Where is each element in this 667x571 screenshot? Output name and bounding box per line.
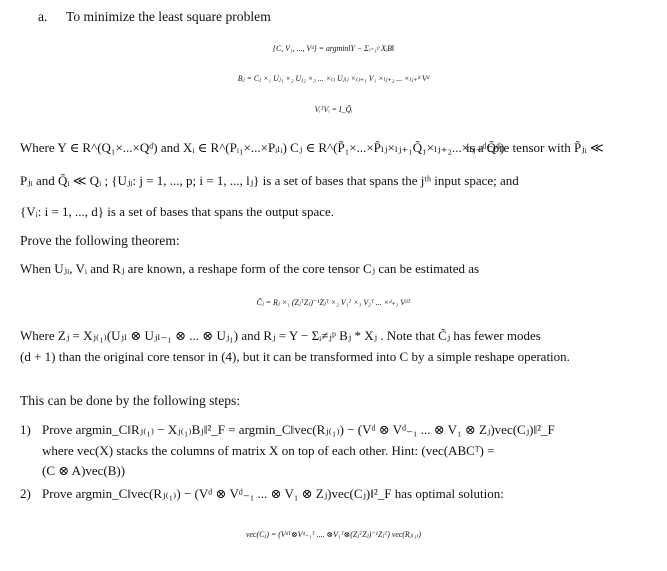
steps-intro: This can be done by the following steps: bbox=[20, 393, 241, 408]
step-1-text: Prove argmin_C‖Rⱼ₍₁₎ − Xⱼ₍₁₎Bⱼ‖²_F = argmin_C‖vec(Rⱼ₍₁₎) − (Vᵈ ⊗ Vᵈ₋₁ ... ⊗ V₁ ⊗ Zⱼ)vec(Cⱼ)‖²_F bbox=[42, 422, 555, 437]
step-1-hint: where vec(X) stacks the columns of matrix X on top of each other. Hint: (vec(ABCᵀ) = bbox=[42, 443, 495, 458]
equation-core-tensor: C̃ⱼ = Rⱼ ×₁ (ZⱼᵀZⱼ)⁻¹Zⱼᵀ ×₂ V₁ᵀ ×₃ V₂ᵀ ... ×ᵈ₊₁ Vᵈᵀ bbox=[256, 298, 411, 307]
where-line-5: (d + 1) than the original core tensor in (4), but it can be transformed into C by a simple reshape operation. bbox=[20, 349, 570, 364]
item-label: a. bbox=[38, 9, 48, 24]
where-line-4: Where Zⱼ = Xⱼ₍₁₎(Uⱼₗ ⊗ Uⱼₗ₋₁ ⊗ ... ⊗ Uⱼ₁) and Rⱼ = Y − Σᵢ≠ⱼᵖ Bⱼ * Xⱼ . Note that C̃ⱼ has fewer modes bbox=[20, 328, 541, 343]
step-2-text: Prove argmin_C‖vec(Rⱼ₍₁₎) − (Vᵈ ⊗ Vᵈ₋₁ ... ⊗ V₁ ⊗ Zⱼ)vec(Cⱼ)‖²_F has optimal solution: bbox=[42, 486, 504, 501]
equation-argmin: {C, V₁, ..., Vᵈ} = argmin‖Y − Σᵢ₌₁ᵖ XᵢB‖ bbox=[272, 44, 395, 53]
step-2-number: 2) bbox=[20, 486, 31, 501]
intro-text: To minimize the least square problem bbox=[66, 9, 271, 24]
where-line-2: Pⱼᵢ and Q̃ᵢ ≪ Qᵢ ; {Uⱼᵢ: j = 1, ..., p; i = 1, ..., lⱼ} is a set of bases that spans the jᵗʰ input space; and bbox=[20, 173, 519, 188]
equation-orthonormal: VᵢᵀVᵢ = I_Q̃ᵢ bbox=[314, 105, 353, 114]
prove-heading: Prove the following theorem: bbox=[20, 233, 180, 248]
equation-bj: Bⱼ = Cⱼ ×₁ Uⱼ₁ ×₂ Uⱼ₂ ×₃ ... ×ₗⱼ Uⱼₗⱼ ×ₗⱼ₊₁ V₁ ×ₗⱼ₊₂ ... ×ₗⱼ₊ᵈ Vᵈ bbox=[237, 74, 430, 83]
when-line: When Uⱼᵢ, Vᵢ and Rⱼ are known, a reshape form of the core tensor Cⱼ can be estimated as bbox=[20, 261, 480, 276]
where-line-1b: is a core tensor with P̃ⱼᵢ ≪ bbox=[466, 140, 604, 155]
where-line-3: {Vᵢ: i = 1, ..., d} is a set of bases that spans the output space. bbox=[20, 204, 335, 219]
step-1-hint-cont: (C ⊗ A)vec(B)) bbox=[42, 463, 126, 478]
equation-vec-solution: vec(Cⱼ) = (Vᵈᵀ⊗Vᵈ₋₁ᵀ .... ⊗V₁ᵀ⊗(ZⱼᵀZⱼ)⁻¹Zⱼᵀ) vec(Rⱼ₍₁₎) bbox=[246, 530, 421, 539]
where-line-1a: Where Y ∈ R^(Q₁×...×Qᵈ) and Xᵢ ∈ R^(Pᵢ₁×...×Pᵢₗᵢ) Cⱼ ∈ R^(P̃₁×...×P̃ₗⱼ×ₗⱼ₊₁Q̃₁×ₗⱼ₊₂...×ₗⱼ₊ᵈQ̃ᵈ) bbox=[20, 140, 505, 155]
step-1-number: 1) bbox=[20, 422, 31, 437]
